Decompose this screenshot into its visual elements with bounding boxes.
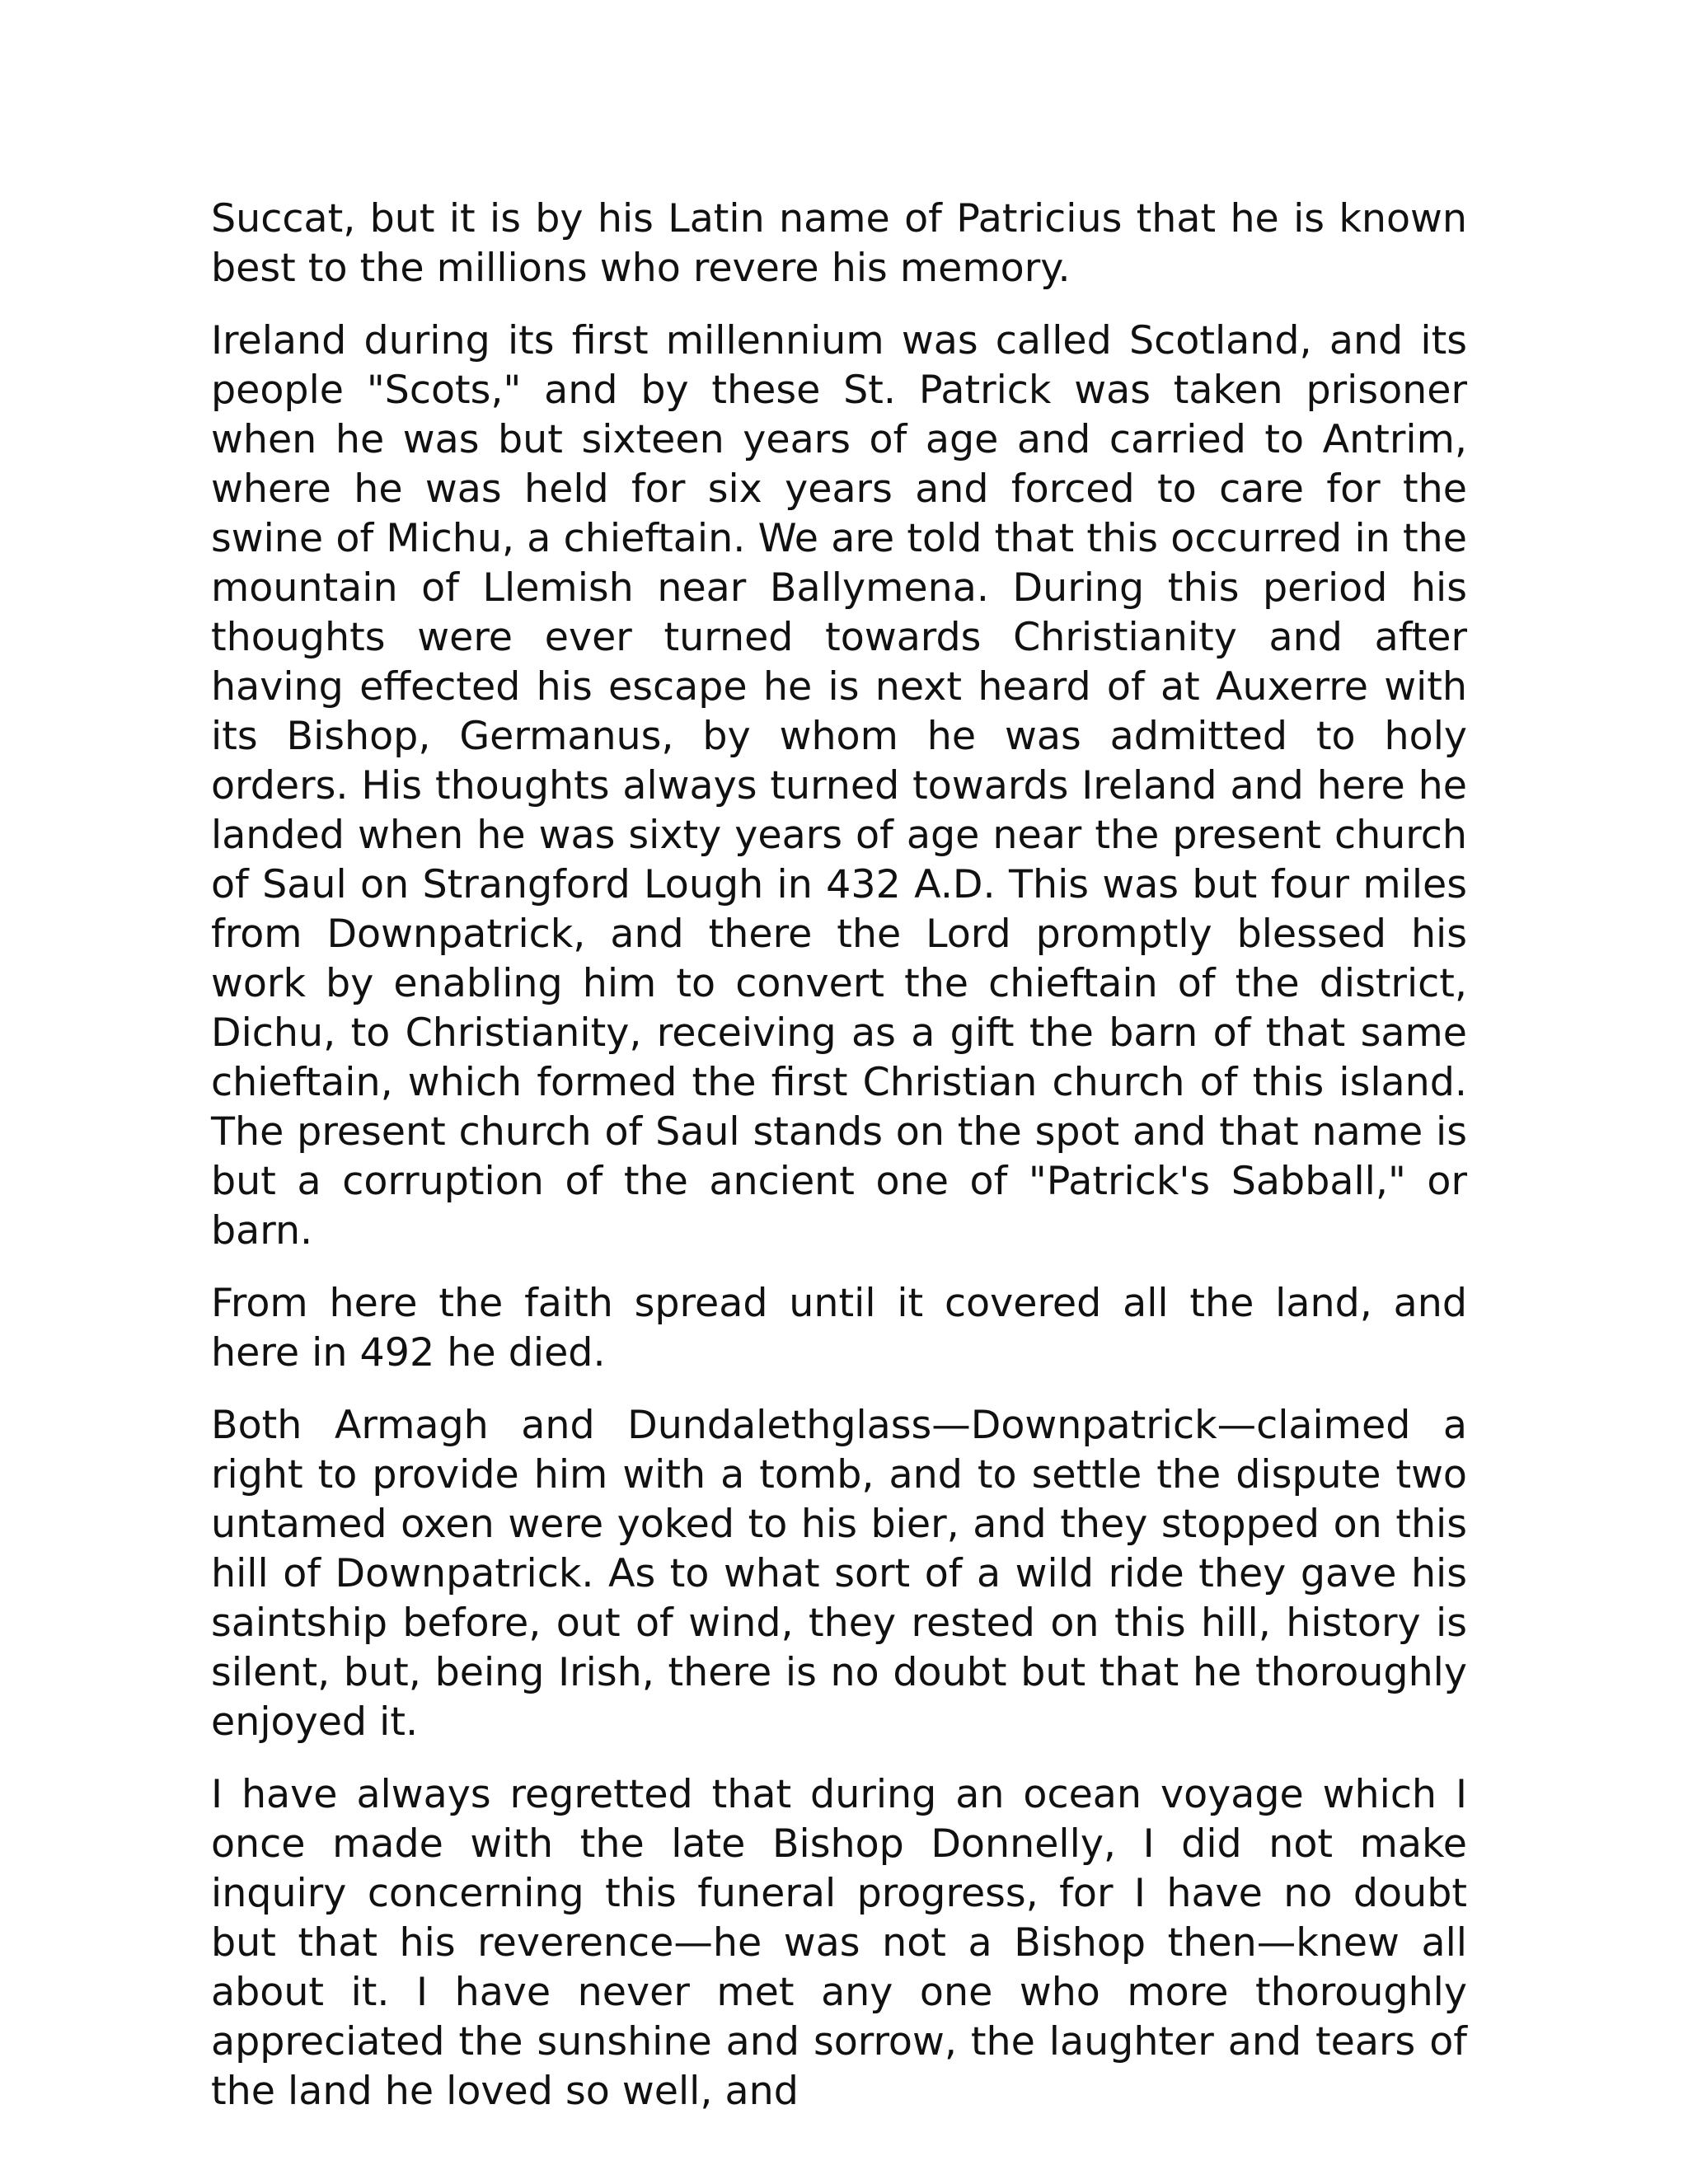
paragraph-5: I have always regretted that during an ocean voyage which I once made with the late Bishop Donnelly, I did not make inquiry concerning this funeral progress, for I have no doubt but that his reverence—he was not a Bishop then—knew all about it. I have never met any one who more thoroughly appreciated the sunshine and sorrow, the laughter and tears of the land he loved so well, and xyxy=(211,1772,1467,2114)
paragraph-3: From here the faith spread until it covered all the land, and here in 492 he died. xyxy=(211,1281,1467,1376)
paragraph-2: Ireland during its first millennium was called Scotland, and its people "Scots," and by these St. Patrick was taken prisoner when he was but sixteen years of age and carried to Antrim, where he was held for six years and forced to care for the swine of Michu, a chieftain. We are told that this occurred in the mountain of Llemish near Ballymena. During this period his thoughts were ever turned towards Christianity and after having effected his escape he is next heard of at Auxerre with its Bishop, Germanus, by whom he was admitted to holy orders. His thoughts always turned towards Ireland and here he landed when he was sixty years of age near the present church of Saul on Strangford Lough in 432 A.D. This was but four miles from Downpatrick, and there the Lord promptly blessed his work by enabling him to convert the chieftain of the district, Dichu, to Christianity, receiving as a gift the barn of that same chieftain, which formed the first Christian church of this island. The present church of Saul stands on the spot and that name is but a corruption of the ancient one of "Patrick's Sabball," or barn. xyxy=(211,318,1467,1254)
paragraph-4: Both Armagh and Dundalethglass—Downpatrick—claimed a right to provide him with a tomb, and to settle the dispute two untamed oxen were yoked to his bier, and they stopped on this hill of Downpatrick. As to what sort of a wild ride they gave his saintship before, out of wind, they rested on this hill, history is silent, but, being Irish, there is no doubt but that he thoroughly enjoyed it. xyxy=(211,1403,1467,1745)
paragraph-1: Succat, but it is by his Latin name of Patricius that he is known best to the millions who revere his memory. xyxy=(211,196,1467,291)
document-page xyxy=(211,194,1467,2139)
